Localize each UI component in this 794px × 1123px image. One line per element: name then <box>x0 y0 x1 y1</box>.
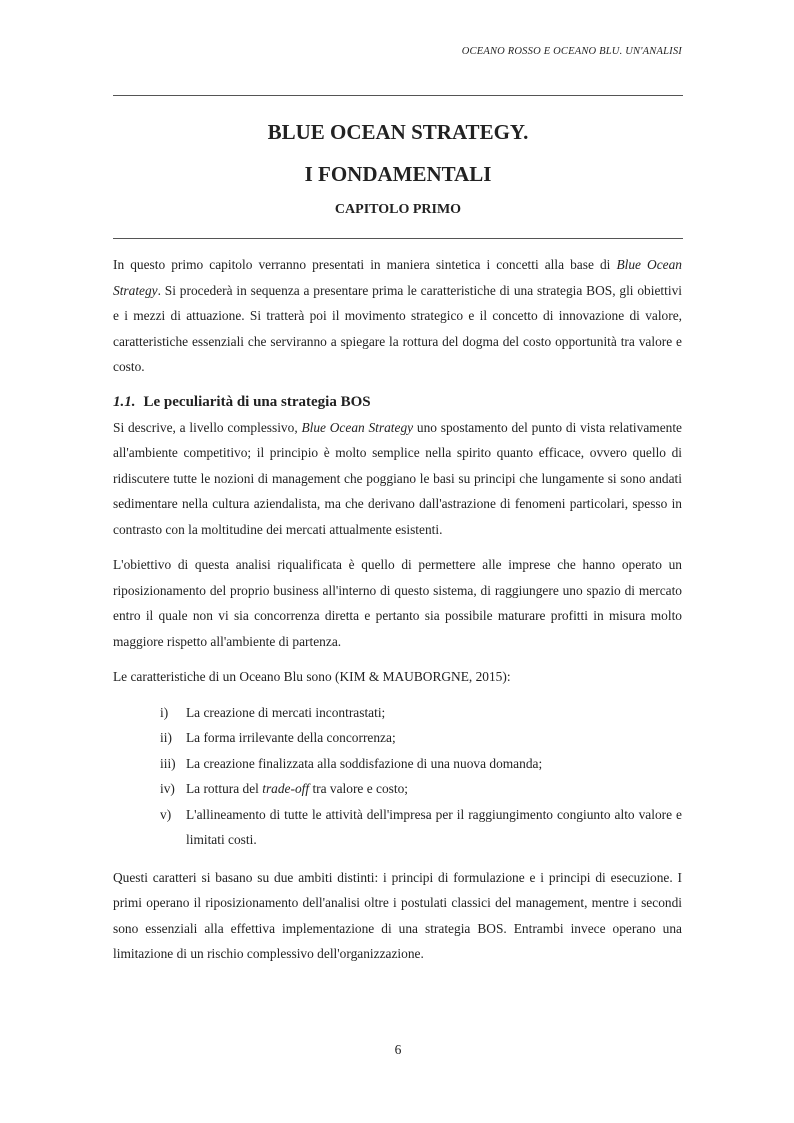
body-paragraph-3: Le caratteristiche di un Oceano Blu sono (KIM & MAUBORGNE, 2015): <box>113 669 511 684</box>
list-item: i) La creazione di mercati incontrastati; <box>160 704 386 720</box>
list-item: iv) La rottura del trade-off tra valore e costo; <box>160 781 408 796</box>
header-rule <box>113 95 683 96</box>
list-item: v) L'allineamento di tutte le attività dell'impresa per il raggiungimento congiunto alto valore e limitati costi. <box>160 806 682 847</box>
body-paragraph-4: Questi caratteri si basano su due ambiti distinti: i principi di formulazione e i principi di esecuzione. I primi operano il riposizionamento dell'analisi oltre i postulati classici del management, mentre i secondi sono essenziali alla effettiva implementazione di una strategia BOS. Entrambi invece operano una limitazione di un rischio complessivo dell'organizzazione. <box>113 869 682 961</box>
list-item: ii) La forma irrilevante della concorrenza; <box>160 730 396 745</box>
page-body <box>113 252 682 977</box>
section-title: Le peculiarità di una strategia BOS <box>143 393 371 410</box>
chapter-title-line-1: BLUE OCEAN STRATEGY. <box>267 120 529 144</box>
page-number: 6 <box>394 1042 402 1057</box>
chapter-label: CAPITOLO PRIMO <box>334 202 462 217</box>
title-rule <box>113 238 683 239</box>
body-paragraph-2: L'obiettivo di questa analisi riqualificata è quello di permettere alle imprese che hanno operato un riposizionamento del proprio business all'interno di questo sistema, di raggiungere uno spazio di mercato entro il quale non vi sia concorrenza diretta e pertanto sia possibile maturare profitti in misura molto maggiore rispetto all'ambiente di partenza. <box>113 557 682 649</box>
characteristics-list <box>113 700 682 853</box>
section-number: 1.1. <box>113 393 136 410</box>
chapter-title-line-2: I FONDAMENTALI <box>304 162 492 186</box>
intro-paragraph: In questo primo capitolo verranno presentati in maniera sintetica i concetti alla base di Blue Ocean Strategy. Si procederà in sequenza a presentare prima le caratteristiche di una strategia BOS, gli obiettivi e i mezzi di attuazione. Si tratterà poi il movimento strategico e il concetto di innovazione di valore, caratteristiche essenziali che serviranno a spiegare la rottura del dogma del costo opportunità tra valore e costo. <box>113 257 682 374</box>
list-item: iii) La creazione finalizzata alla soddisfazione di una nuova domanda; <box>160 755 543 771</box>
running-header: OCEANO ROSSO E OCEANO BLU. UN'ANALISI <box>461 46 682 57</box>
section-heading <box>113 390 682 414</box>
body-paragraph-1: Si descrive, a livello complessivo, Blue Ocean Strategy uno spostamento del punto di vista relativamente all'ambiente competitivo; il principio è molto semplice nella spirito quanto efficace, ovvero quello di ridiscutere tutte le nozioni di management che poggiano le basi su principi che lungamente si sono andati sedimentare nella cultura aziendalista, ma che derivano dall'astrazione di fenomeni particolari, spesso in contrasto con la moltitudine dei mercati attualmente esistenti. <box>113 419 682 537</box>
